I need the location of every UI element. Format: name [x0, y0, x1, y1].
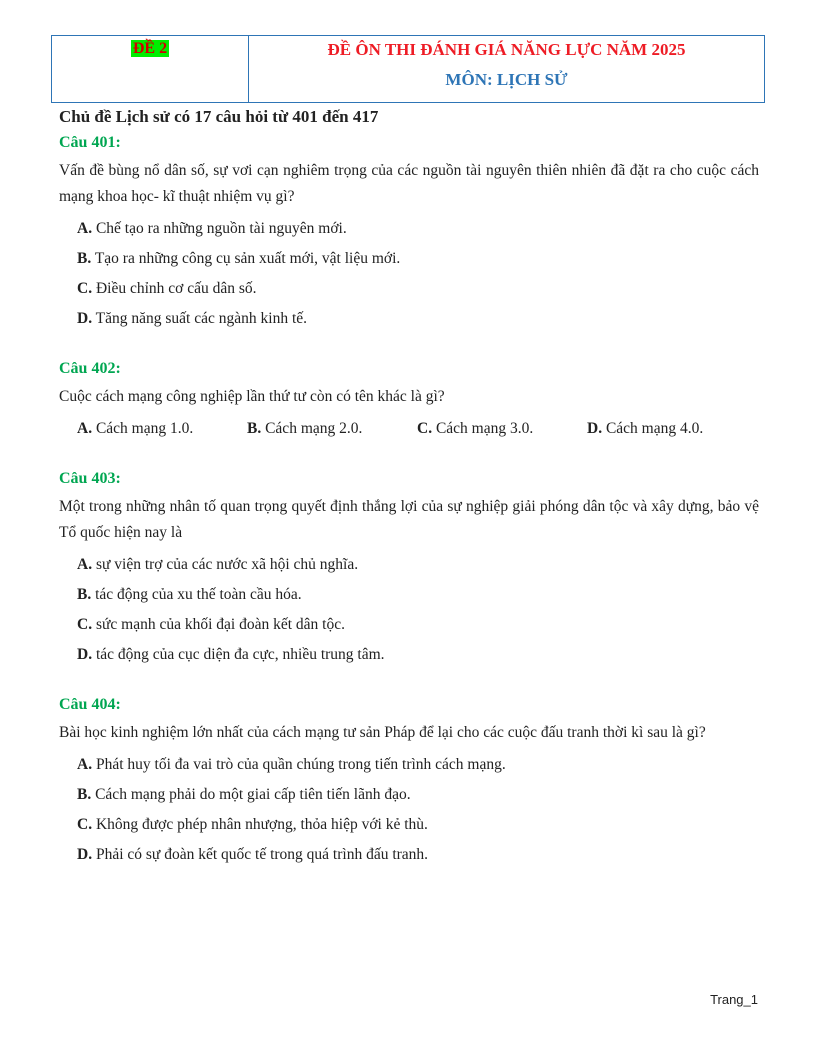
question-402	[59, 360, 759, 444]
option-c	[417, 414, 587, 444]
option-text: Tăng năng suất các ngành kinh tế.	[92, 310, 308, 327]
header-code-cell	[52, 36, 249, 102]
question-title: Câu 404:	[59, 696, 121, 713]
header-title-cell	[249, 36, 764, 102]
option-letter: A.	[77, 220, 93, 237]
question-text: Một trong những nhân tố quan trọng quyết định thắng lợi của sự nghiệp giải phóng dân tộc và xây dựng, bảo vệ Tổ quốc hiện nay là	[59, 498, 759, 541]
option-text: sức mạnh của khối đại đoàn kết dân tộc.	[92, 616, 345, 633]
question-title: Câu 402:	[59, 360, 121, 377]
question-title: Câu 401:	[59, 134, 121, 151]
options-row	[59, 414, 759, 444]
question-text: Cuộc cách mạng công nghiệp lần thứ tư còn có tên khác là gì?	[59, 388, 445, 405]
option-a	[77, 414, 247, 444]
option-text: Điều chỉnh cơ cấu dân số.	[92, 280, 257, 297]
header-table	[51, 35, 765, 103]
option-text: Cách mạng 2.0.	[261, 420, 363, 437]
topic-heading: Chủ đề Lịch sử có 17 câu hỏi từ 401 đến 417	[59, 107, 379, 126]
option-a	[59, 214, 759, 244]
option-text: Cách mạng 4.0.	[602, 420, 704, 437]
option-text: Chế tạo ra những nguồn tài nguyên mới.	[92, 220, 347, 237]
option-letter: A.	[77, 556, 93, 573]
option-letter: B.	[247, 420, 262, 437]
question-401	[59, 134, 759, 334]
exam-title: ĐỀ ÔN THI ĐÁNH GIÁ NĂNG LỰC NĂM 2025	[327, 40, 686, 59]
option-letter: C.	[77, 280, 93, 297]
option-text: Cách mạng 1.0.	[92, 420, 194, 437]
page-number: Trang_1	[710, 992, 758, 1007]
option-letter: D.	[77, 646, 93, 663]
option-text: Cách mạng 3.0.	[432, 420, 534, 437]
option-b	[59, 580, 759, 610]
option-text: Phải có sự đoàn kết quốc tế trong quá trình đấu tranh.	[92, 846, 429, 863]
option-d	[59, 840, 759, 870]
option-d	[59, 640, 759, 670]
option-letter: A.	[77, 420, 93, 437]
option-letter: B.	[77, 586, 92, 603]
option-b	[247, 414, 417, 444]
option-d	[59, 304, 759, 334]
document-body	[59, 107, 759, 896]
option-text: Phát huy tối đa vai trò của quần chúng trong tiến trình cách mạng.	[92, 756, 506, 773]
question-text: Vấn đề bùng nổ dân số, sự vơi cạn nghiêm trọng của các nguồn tài nguyên thiên nhiên đã đặt ra cho cuộc cách mạng khoa học- kĩ thuật nhiệm vụ gì?	[59, 162, 759, 205]
option-c	[59, 610, 759, 640]
option-text: Tạo ra những công cụ sản xuất mới, vật liệu mới.	[91, 250, 401, 267]
option-text: tác động của xu thế toàn cầu hóa.	[91, 586, 302, 603]
option-letter: C.	[77, 816, 93, 833]
option-letter: C.	[77, 616, 93, 633]
option-b	[59, 780, 759, 810]
question-text: Bài học kinh nghiệm lớn nhất của cách mạng tư sản Pháp để lại cho các cuộc đấu tranh thời kì sau là gì?	[59, 724, 706, 741]
option-text: tác động của cục diện đa cực, nhiều trung tâm.	[92, 646, 385, 663]
option-letter: C.	[417, 420, 433, 437]
option-letter: B.	[77, 250, 92, 267]
question-403	[59, 470, 759, 670]
exam-code-badge: ĐỀ 2	[132, 40, 168, 57]
option-text: Không được phép nhân nhượng, thỏa hiệp với kẻ thù.	[92, 816, 428, 833]
option-d	[587, 414, 757, 444]
option-text: sự viện trợ của các nước xã hội chủ nghĩa.	[92, 556, 359, 573]
question-title: Câu 403:	[59, 470, 121, 487]
option-letter: D.	[587, 420, 603, 437]
option-letter: D.	[77, 310, 93, 327]
option-a	[59, 750, 759, 780]
option-letter: A.	[77, 756, 93, 773]
option-a	[59, 550, 759, 580]
option-text: Cách mạng phải do một giai cấp tiên tiến lãnh đạo.	[91, 786, 411, 803]
subject-title: MÔN: LỊCH SỬ	[445, 70, 568, 89]
option-letter: B.	[77, 786, 92, 803]
option-b	[59, 244, 759, 274]
option-c	[59, 810, 759, 840]
option-letter: D.	[77, 846, 93, 863]
question-404	[59, 696, 759, 870]
option-c	[59, 274, 759, 304]
